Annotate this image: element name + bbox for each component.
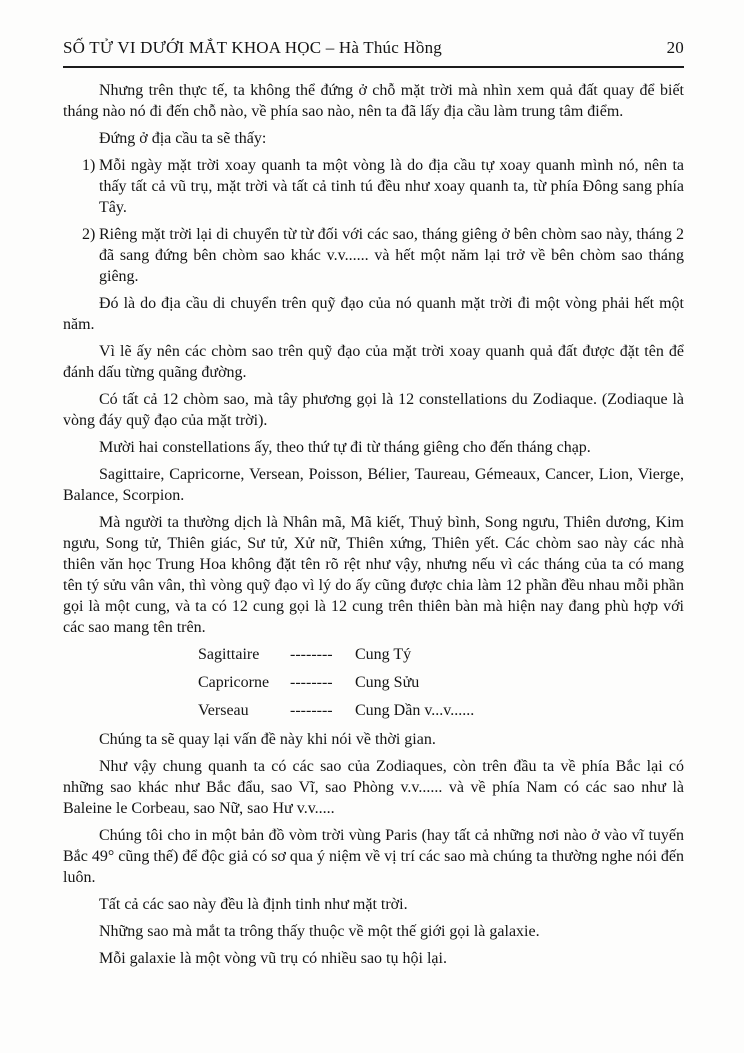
paragraph-galaxy-1: Những sao mà mắt ta trông thấy thuộc về một thế giới gọi là galaxie. [99,923,540,940]
paragraph-reason: Vì lẽ ấy nên các chòm sao trên quỹ đạo của mặt trời xoay quanh quả đất được đặt tên để đánh dấu từng quãng đường. [63,343,684,381]
paragraph-return: Chúng ta sẽ quay lại vấn đề này khi nói về thời gian. [99,731,436,748]
dash-separator: -------- [290,646,333,663]
list-text-1: Mỗi ngày mặt trời xoay quanh ta một vòng là do địa cầu tự xoay quanh mình nó, nên ta thấy tất cả vũ trụ, mặt trời và tất cả tinh tú đều như xoay quanh ta, từ phía Đông sang phía Tây. [99,157,684,216]
paragraph-intro: Nhưng trên thực tế, ta không thể đứng ở chỗ mặt trời mà nhìn xem quả đất quay để biết tháng nào nó đi đến chỗ nào, về phía sao nào, nên ta đã lấy địa cầu làm trung tâm điểm. [63,82,684,120]
cung-label: Cung Tý [355,646,412,663]
paragraph-names-fr: Sagittaire, Capricorne, Versean, Poisson, Bélier, Taureau, Gémeaux, Cancer, Lion, Vierge, Balance, Scorpion. [63,466,684,504]
cung-label: Cung Sửu [355,674,420,691]
table-row [198,672,684,693]
dash-separator: -------- [290,702,333,719]
paragraph-orbit: Đó là do địa cầu di chuyển trên quỹ đạo của nó quanh mặt trời đi một vòng phải hết một năm. [63,295,684,333]
paragraph-stand: Đứng ở địa cầu ta sẽ thấy: [99,130,267,147]
dash-separator: -------- [290,674,333,691]
running-header [63,38,684,68]
paragraph-map: Chúng tôi cho in một bản đồ vòm trời vùng Paris (hay tất cả những nơi nào ở vào vĩ tuyến Bắc 49° cũng thế) để độc giả có sơ qua ý niệm về vị trí các sao mà chúng ta thường nghe nói đến luôn. [63,827,684,886]
zodiac-name: Capricorne [198,674,270,691]
list-item-2 [63,224,684,287]
paragraph-fixed-stars: Tất cả các sao này đều là định tinh như mặt trời. [99,896,408,913]
list-marker-1: 1) [82,157,96,174]
page-body [63,80,684,969]
paragraph-order: Mười hai constellations ấy, theo thứ tự đi từ tháng giêng cho đến tháng chạp. [99,439,591,456]
paragraph-around: Như vậy chung quanh ta có các sao của Zodiaques, còn trên đầu ta về phía Bắc lại có những sao khác như Bắc đẩu, sao Vĩ, sao Phòng v.v...... và về phía Nam có các sao như là Baleine le Corbeau, sao Nữ, sao Hư v.v..... [63,758,684,817]
list-text-2: Riêng mặt trời lại di chuyển từ từ đối với các sao, tháng giêng ở bên chòm sao này, tháng 2 đã sang đứng bên chòm sao khác v.v...... và hết một năm lại trở về bên chòm sao tháng giêng. [99,226,684,285]
zodiac-name: Verseau [198,702,249,719]
cung-label: Cung Dần v...v...... [355,702,475,719]
zodiac-correspondence-table [198,644,684,721]
table-row [198,644,684,665]
paragraph-twelve: Có tất cả 12 chòm sao, mà tây phương gọi là 12 constellations du Zodiaque. (Zodiaque là vòng đáy quỹ đạo của mặt trời). [63,391,684,429]
zodiac-name: Sagittaire [198,646,260,663]
paragraph-galaxy-2: Mỗi galaxie là một vòng vũ trụ có nhiều sao tụ hội lại. [99,950,447,967]
list-item-1 [63,155,684,218]
table-row [198,700,684,721]
paragraph-names-vn: Mà người ta thường dịch là Nhân mã, Mã kiết, Thuỷ bình, Song ngưu, Thiên dương, Kim ngưu, Song tử, Thiên giác, Sư tử, Xử nữ, Thiên xứng, Thiên yết. Các chòm sao này các nhà thiên văn học Trung Hoa không đặt tên rõ rệt như vậy, nhưng nếu vì các tháng của ta có mang tên tý sửu vân vân, thì vòng quỹ đạo vì lý do ấy cũng được chia làm 12 phần đều nhau mỗi phần gọi là một cung, và ta có 12 cung gọi là 12 cung trên thiên bàn mà hiện nay đang phù hợp với các sao mang tên trên. [63,514,684,636]
book-title: SỐ TỬ VI DƯỚI MẮT KHOA HỌC – Hà Thúc Hồng [63,38,442,57]
page-number: 20 [666,38,684,57]
list-marker-2: 2) [82,226,96,243]
